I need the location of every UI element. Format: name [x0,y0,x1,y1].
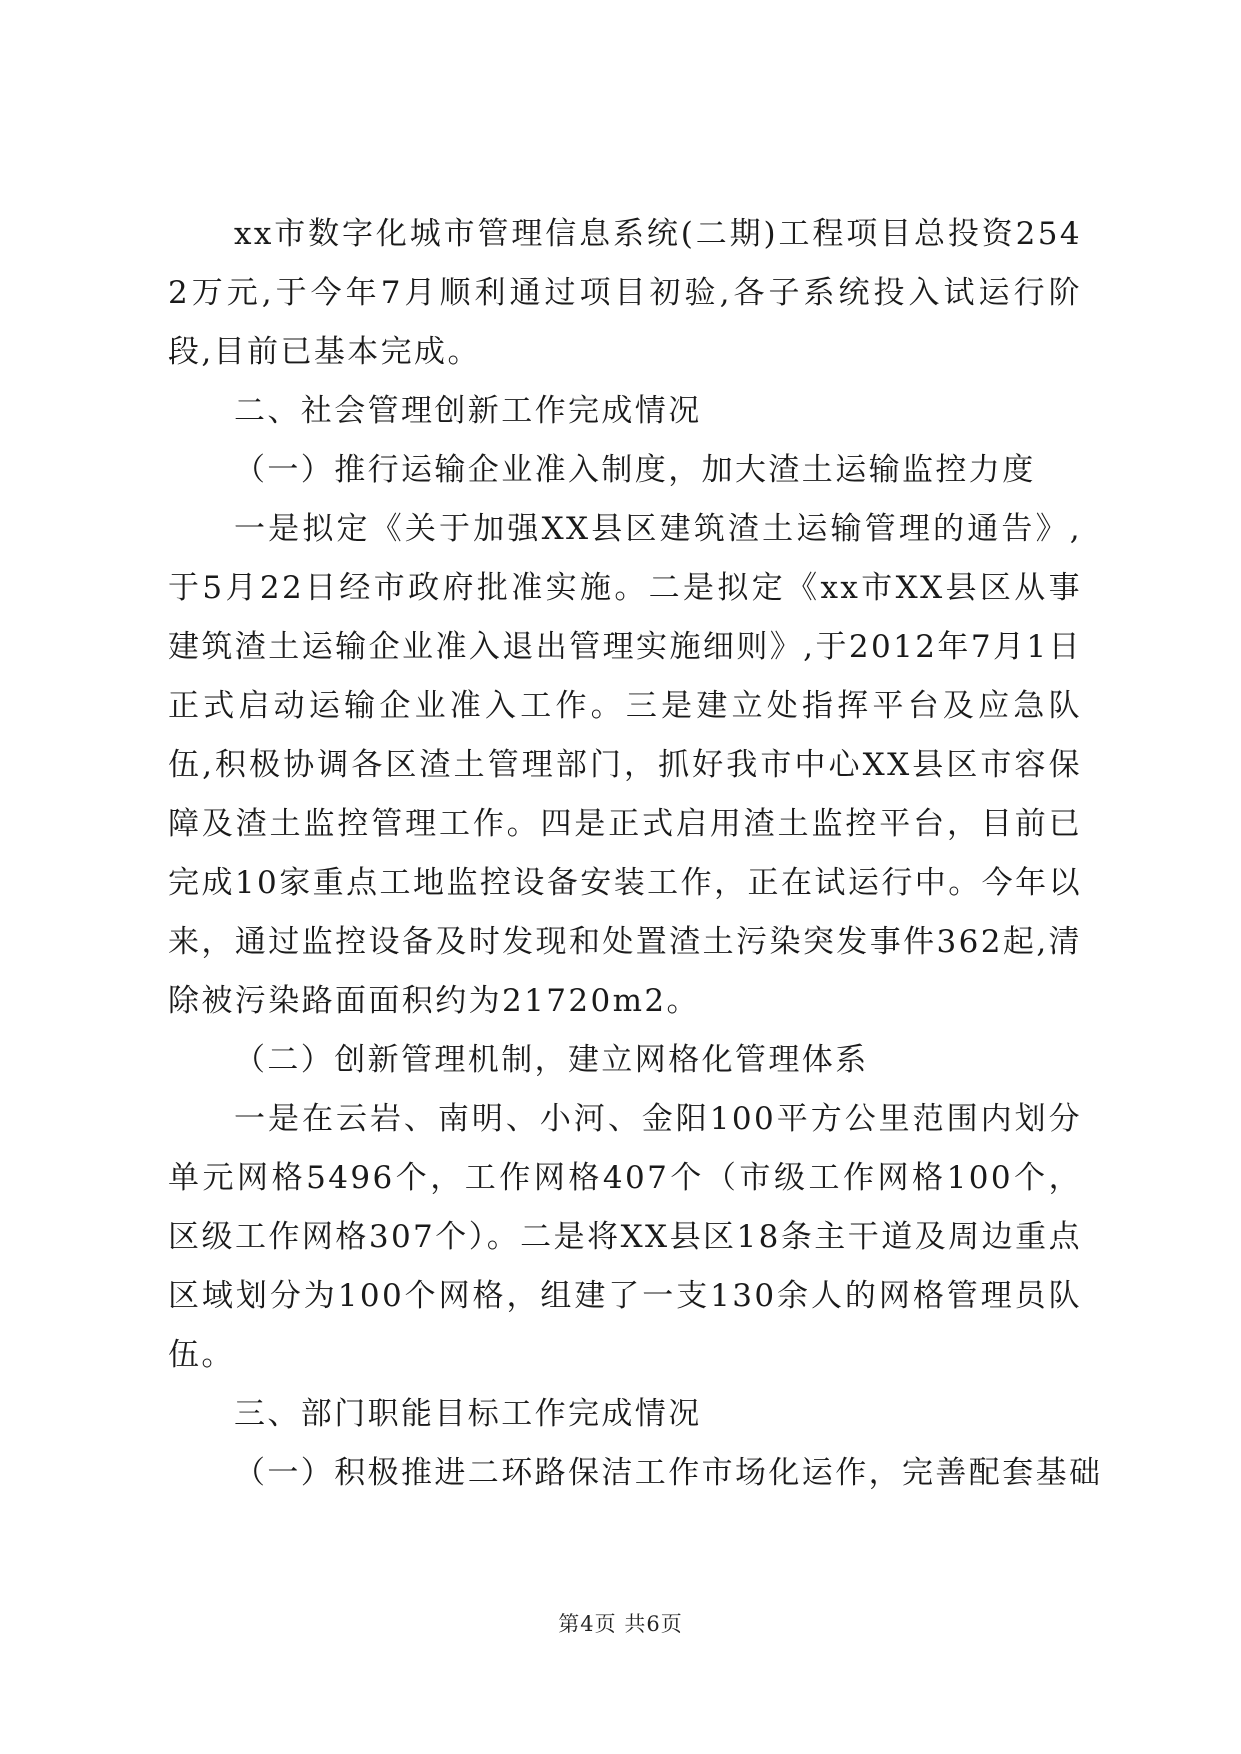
section-heading-department-goals: 三、部门职能目标工作完成情况 [234,1396,702,1432]
subsection-heading-grid-management: （二）创新管理机制，建立网格化管理体系 [234,1042,869,1078]
subsection-heading-transport-access: （一）推行运输企业准入制度，加大渣土运输监控力度 [234,452,1036,488]
paragraph-muck-transport: 一是拟定《关于加强XX县区建筑渣土运输管理的通告》,于5月22日经市政府批准实施。二是拟定《xx市XX县区从事建筑渣土运输企业准入退出管理实施细则》,于2012年7月1日正式启动运输企业准入工作。三是建立处指挥平台及应急队伍,积极协调各区渣土管理部门，抓好我市中心XX县区市容保障及渣土监控管理工作。四是正式启用渣土监控平台，目前已完成10家重点工地监控设备安装工作，正在试运行中。今年以来，通过监控设备及时发现和处置渣土污染突发事件362起,清除被污染路面面积约为21720m2。 [168,511,1082,1019]
subsection-heading-ring-road-cleaning: （一）积极推进二环路保洁工作市场化运作，完善配套基础 [234,1455,1103,1491]
section-heading-social-management: 二、社会管理创新工作完成情况 [234,393,702,429]
page-footer: 第4页 共6页 [558,1612,683,1636]
paragraph-project-investment: xx市数字化城市管理信息系统(二期)工程项目总投资2542万元,于今年7月顺利通过项目初验,各子系统投入试运行阶段,目前已基本完成。 [168,216,1082,370]
document-body [168,205,1103,1503]
paragraph-grid-division: 一是在云岩、南明、小河、金阳100平方公里范围内划分单元网格5496个，工作网格407个（市级工作网格100个，区级工作网格307个）。二是将XX县区18条主干道及周边重点区域划分为100个网格，组建了一支130余人的网格管理员队伍。 [168,1101,1082,1373]
